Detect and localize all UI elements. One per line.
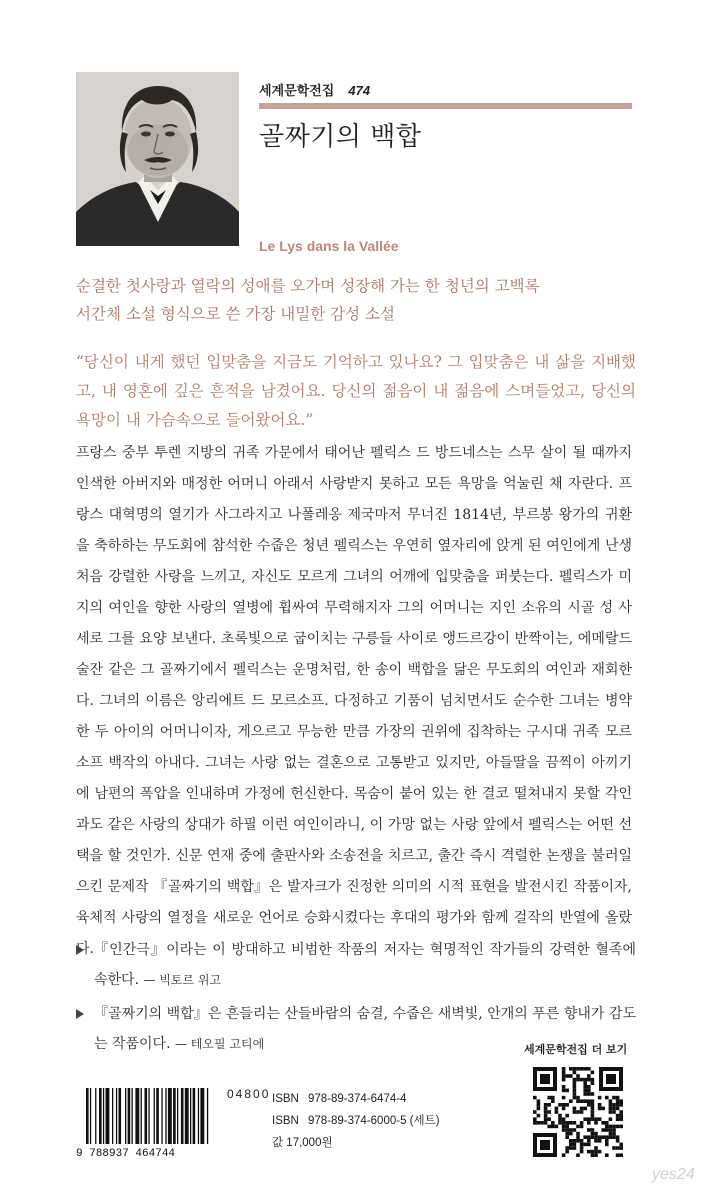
tagline bbox=[76, 272, 656, 328]
qr-module bbox=[558, 1121, 562, 1125]
qr-module bbox=[555, 1125, 559, 1129]
qr-module bbox=[583, 1117, 587, 1121]
barcode-bar bbox=[198, 1088, 199, 1144]
qr-module bbox=[573, 1096, 577, 1100]
barcode-bar bbox=[125, 1088, 126, 1144]
qr-module bbox=[605, 1121, 609, 1125]
qr-module bbox=[569, 1139, 573, 1143]
qr-module bbox=[580, 1146, 584, 1150]
qr-module bbox=[537, 1103, 541, 1107]
barcode-bar bbox=[116, 1088, 117, 1144]
qr-code-icon bbox=[529, 1063, 627, 1161]
barcode-bar bbox=[145, 1088, 148, 1144]
barcode-bar bbox=[185, 1088, 189, 1144]
qr-module bbox=[591, 1092, 595, 1096]
qr-module bbox=[562, 1117, 566, 1121]
qr-module bbox=[619, 1103, 623, 1107]
qr-module bbox=[587, 1078, 591, 1082]
barcode-bar bbox=[148, 1088, 149, 1144]
qr-module bbox=[583, 1107, 587, 1111]
isbn-line bbox=[272, 1088, 440, 1110]
qr-module bbox=[619, 1099, 623, 1103]
barcode-bar bbox=[165, 1088, 166, 1144]
qr-module bbox=[562, 1078, 566, 1082]
qr-module bbox=[591, 1114, 595, 1118]
qr-module bbox=[605, 1135, 609, 1139]
qr-module bbox=[583, 1085, 587, 1089]
qr-module bbox=[587, 1128, 591, 1132]
synopsis: 프랑스 중부 투렌 지방의 귀족 가문에서 태어난 펠릭스 드 방드네스는 스무 살이 될 때까지 인색한 아버지와 매정한 어머니 아래서 사랑받지 못하고 모든 욕망을 억눌린 채 자란다. 프랑스 대혁명의 열기가 사그라지고 나폴레옹 제국마저 무너진 1814년, 부르봉 왕가의 귀환을 축하하는 무도회에 참석한 수줍은 청년 펠릭스는 우연히 옆자리에 앉게 된 여인에게 난생처음 강렬한 사랑을 느끼고, 자신도 모르게 그녀의 어깨에 입맞춤을 퍼붓는다. 펠릭스가 미지의 여인을 향한 사랑의 열병에 휩싸여 무력해지자 그의 어머니는 지인 소유의 시골 성 사세로 그를 요양 보낸다. 초록빛으로 굽이치는 구릉들 사이로 앵드르강이 반짝이는, 에메랄드 술잔 같은 그 골짜기에서 펠릭스는 운명처럼, 한 송이 백합을 닮은 무도회의 여인과 재회한다. 그녀의 이름은 앙리에트 드 모르소프. 다정하고 기품이 넘치면서도 순수한 그녀는 병약한 두 아이의 어머니이자, 게으르고 무능한 만큼 가장의 권위에 집착하는 구시대 귀족 모르소프 백작의 아내다. 그녀는 사랑 없는 결혼으로 고통받고 있지만, 아들딸을 끔찍이 아끼기에 남편의 폭압을 인내하며 가정에 헌신한다. 목숨이 붙어 있는 한 결코 떨쳐내지 못할 각인과도 같은 사랑의 상대가 하필 이런 여인이라니, 이 가망 없는 사랑 앞에서 펠릭스는 어떤 선택을 할 것인가. 신문 연재 중에 출판사와 소송전을 치르고, 출간 즉시 격렬한 논쟁을 불러일으킨 문제작 『골짜기의 백합』은 발자크가 진정한 의미의 시적 표현을 발전시킨 작품이자, 육체적 사랑의 열정을 새로운 언어로 승화시켰다는 후대의 평가와 함께 걸작의 반열에 올랐다. bbox=[76, 445, 632, 957]
qr-module bbox=[573, 1078, 577, 1082]
qr-module bbox=[565, 1125, 569, 1129]
barcode-bar bbox=[135, 1088, 139, 1144]
qr-module bbox=[547, 1103, 551, 1107]
qr-module bbox=[576, 1132, 580, 1136]
qr-module bbox=[587, 1135, 591, 1139]
qr-module bbox=[605, 1125, 609, 1129]
qr-module bbox=[598, 1096, 602, 1100]
qr-module bbox=[605, 1143, 609, 1147]
qr-module bbox=[555, 1110, 559, 1114]
qr-module bbox=[609, 1103, 613, 1107]
qr-module bbox=[558, 1117, 562, 1121]
qr-module bbox=[616, 1096, 620, 1100]
barcode-bar bbox=[119, 1088, 122, 1144]
qr-module bbox=[544, 1121, 548, 1125]
qr-module bbox=[594, 1121, 598, 1125]
qr-module bbox=[591, 1071, 595, 1075]
qr-module bbox=[551, 1121, 555, 1125]
qr-module bbox=[573, 1121, 577, 1125]
qr-module bbox=[580, 1107, 584, 1111]
qr-module bbox=[598, 1150, 602, 1154]
barcode-addon: 04800 bbox=[227, 1087, 271, 1101]
qr-module bbox=[609, 1125, 613, 1129]
qr-module bbox=[591, 1103, 595, 1107]
qr-module bbox=[547, 1117, 551, 1121]
barcode-bar bbox=[99, 1088, 102, 1144]
qr-module bbox=[569, 1074, 573, 1078]
qr-module bbox=[598, 1107, 602, 1111]
barcode-bar bbox=[173, 1088, 176, 1144]
review-source: — 테오필 고티에 bbox=[174, 1037, 265, 1051]
qr-module bbox=[591, 1078, 595, 1082]
qr-module bbox=[562, 1103, 566, 1107]
qr-module bbox=[594, 1135, 598, 1139]
qr-module bbox=[612, 1128, 616, 1132]
qr-module bbox=[619, 1110, 623, 1114]
qr-module bbox=[587, 1092, 591, 1096]
isbn-value: 978-89-374-6474-4 bbox=[308, 1093, 407, 1105]
qr-module bbox=[619, 1143, 623, 1147]
qr-module bbox=[544, 1107, 548, 1111]
qr-module bbox=[573, 1128, 577, 1132]
qr-module bbox=[580, 1143, 584, 1147]
qr-module bbox=[587, 1074, 591, 1078]
qr-module bbox=[573, 1081, 577, 1085]
qr-module bbox=[587, 1099, 591, 1103]
qr-module bbox=[573, 1110, 577, 1114]
barcode-bar bbox=[156, 1088, 159, 1144]
review-item bbox=[76, 935, 636, 995]
qr-module bbox=[616, 1139, 620, 1143]
qr-module bbox=[583, 1089, 587, 1093]
qr-module bbox=[558, 1103, 562, 1107]
qr-module bbox=[555, 1107, 559, 1111]
qr-module bbox=[573, 1143, 577, 1147]
qr-module bbox=[580, 1150, 584, 1154]
watermark: yes24 bbox=[652, 1166, 695, 1183]
qr-module bbox=[591, 1099, 595, 1103]
qr-module bbox=[616, 1125, 620, 1129]
qr-module bbox=[587, 1143, 591, 1147]
qr-module bbox=[601, 1135, 605, 1139]
qr-module bbox=[576, 1110, 580, 1114]
isbn-label: ISBN bbox=[272, 1115, 299, 1127]
qr-module bbox=[601, 1107, 605, 1111]
qr-module bbox=[587, 1150, 591, 1154]
qr-module bbox=[573, 1071, 577, 1075]
qr-module bbox=[616, 1103, 620, 1107]
qr-module bbox=[537, 1114, 541, 1118]
qr-module bbox=[601, 1121, 605, 1125]
qr-module bbox=[598, 1139, 602, 1143]
qr-module bbox=[544, 1110, 548, 1114]
qr-module bbox=[576, 1096, 580, 1100]
qr-module bbox=[565, 1074, 569, 1078]
qr-module bbox=[612, 1096, 616, 1100]
qr-module bbox=[583, 1067, 587, 1071]
qr-module bbox=[591, 1110, 595, 1114]
qr-module bbox=[591, 1153, 595, 1157]
qr-module bbox=[587, 1103, 591, 1107]
qr-module bbox=[609, 1110, 613, 1114]
qr-module bbox=[619, 1146, 623, 1150]
qr-module bbox=[583, 1135, 587, 1139]
qr-module bbox=[587, 1067, 591, 1071]
qr-module bbox=[569, 1099, 573, 1103]
qr-module bbox=[565, 1103, 569, 1107]
qr-module bbox=[573, 1092, 577, 1096]
qr-module bbox=[558, 1114, 562, 1118]
qr-module bbox=[565, 1114, 569, 1118]
qr-module bbox=[569, 1146, 573, 1150]
price: 값 17,000원 bbox=[272, 1137, 333, 1149]
qr-module bbox=[544, 1114, 548, 1118]
qr-module bbox=[619, 1117, 623, 1121]
qr-module bbox=[612, 1125, 616, 1129]
qr-module bbox=[591, 1128, 595, 1132]
qr-module bbox=[619, 1125, 623, 1129]
qr-module bbox=[573, 1089, 577, 1093]
barcode-bar bbox=[161, 1088, 162, 1144]
series-number: 474 bbox=[348, 83, 371, 98]
qr-module bbox=[569, 1132, 573, 1136]
qr-module bbox=[565, 1135, 569, 1139]
original-title: Le Lys dans la Vallée bbox=[259, 238, 399, 254]
qr-module bbox=[587, 1121, 591, 1125]
qr-module bbox=[562, 1128, 566, 1132]
qr-module bbox=[562, 1089, 566, 1093]
qr-module bbox=[587, 1089, 591, 1093]
qr-module bbox=[565, 1128, 569, 1132]
qr-module bbox=[537, 1121, 541, 1125]
qr-module bbox=[562, 1121, 566, 1125]
barcode-bar bbox=[207, 1088, 208, 1144]
qr-module bbox=[533, 1110, 537, 1114]
qr-module bbox=[569, 1143, 573, 1147]
qr-module bbox=[583, 1143, 587, 1147]
bullet-triangle-icon bbox=[76, 1009, 84, 1019]
qr-module bbox=[562, 1107, 566, 1111]
isbn-block bbox=[272, 1088, 440, 1154]
qr-module bbox=[580, 1078, 584, 1082]
qr-module bbox=[616, 1135, 620, 1139]
title-divider bbox=[259, 103, 632, 109]
qr-module bbox=[565, 1132, 569, 1136]
qr-module bbox=[565, 1121, 569, 1125]
qr-module bbox=[580, 1121, 584, 1125]
qr-module bbox=[583, 1078, 587, 1082]
qr-module bbox=[587, 1139, 591, 1143]
qr-module bbox=[612, 1132, 616, 1136]
qr-module bbox=[573, 1146, 577, 1150]
qr-module bbox=[580, 1125, 584, 1129]
barcode-bar bbox=[128, 1088, 131, 1144]
qr-module bbox=[601, 1128, 605, 1132]
qr-module bbox=[612, 1107, 616, 1111]
qr-module bbox=[598, 1103, 602, 1107]
qr-module bbox=[619, 1114, 623, 1118]
qr-module bbox=[551, 1096, 555, 1100]
qr-module bbox=[576, 1139, 580, 1143]
barcode-bar bbox=[86, 1088, 89, 1144]
qr-module bbox=[580, 1110, 584, 1114]
qr-module bbox=[605, 1153, 609, 1157]
qr-module bbox=[591, 1117, 595, 1121]
series-label bbox=[259, 80, 370, 99]
qr-module bbox=[573, 1067, 577, 1071]
qr-module bbox=[562, 1074, 566, 1078]
qr-module bbox=[580, 1139, 584, 1143]
qr-module bbox=[594, 1153, 598, 1157]
qr-module bbox=[569, 1128, 573, 1132]
qr-module bbox=[594, 1146, 598, 1150]
qr-module bbox=[591, 1081, 595, 1085]
qr-module bbox=[562, 1071, 566, 1075]
barcode-bar bbox=[106, 1088, 110, 1144]
series-name: 세계문학전집 bbox=[259, 83, 335, 98]
qr-module bbox=[587, 1117, 591, 1121]
qr-module bbox=[591, 1150, 595, 1154]
qr-module bbox=[609, 1107, 613, 1111]
qr-module bbox=[616, 1146, 620, 1150]
barcode-bar bbox=[90, 1088, 91, 1144]
barcode-bar bbox=[132, 1088, 133, 1144]
qr-module bbox=[576, 1153, 580, 1157]
qr-module bbox=[616, 1107, 620, 1111]
qr-module bbox=[576, 1078, 580, 1082]
qr-module bbox=[565, 1146, 569, 1150]
qr-module bbox=[580, 1099, 584, 1103]
qr-module bbox=[562, 1125, 566, 1129]
qr-module bbox=[547, 1110, 551, 1114]
qr-module bbox=[583, 1099, 587, 1103]
qr-module bbox=[612, 1110, 616, 1114]
qr-module bbox=[583, 1081, 587, 1085]
qr-module bbox=[609, 1117, 613, 1121]
more-link-label: 세계문학전집 더 보기 bbox=[524, 1043, 628, 1056]
barcode-bar bbox=[103, 1088, 104, 1144]
qr-module bbox=[616, 1099, 620, 1103]
qr-module bbox=[569, 1121, 573, 1125]
review-text: 『인간극』이라는 이 방대하고 비범한 작품의 저자는 혁명적인 작가들의 강력한 혈족에 속한다. bbox=[94, 942, 636, 988]
qr-code[interactable] bbox=[529, 1063, 627, 1161]
qr-module bbox=[583, 1092, 587, 1096]
qr-module bbox=[576, 1125, 580, 1129]
qr-module bbox=[594, 1150, 598, 1154]
qr-module bbox=[562, 1085, 566, 1089]
qr-module bbox=[609, 1099, 613, 1103]
qr-module bbox=[551, 1099, 555, 1103]
barcode-bar bbox=[95, 1088, 96, 1144]
isbn-line bbox=[272, 1110, 440, 1132]
qr-module bbox=[609, 1128, 613, 1132]
qr-module bbox=[562, 1096, 566, 1100]
barcode-bar bbox=[193, 1088, 196, 1144]
qr-module bbox=[598, 1117, 602, 1121]
barcode-bar bbox=[190, 1088, 191, 1144]
isbn-value: 978-89-374-6000-5 (세트) bbox=[308, 1115, 440, 1127]
qr-module bbox=[612, 1135, 616, 1139]
barcode-bar bbox=[168, 1088, 172, 1144]
qr-module bbox=[576, 1099, 580, 1103]
qr-module bbox=[576, 1074, 580, 1078]
portrait-illustration bbox=[76, 72, 239, 246]
qr-module bbox=[587, 1085, 591, 1089]
qr-module bbox=[569, 1067, 573, 1071]
qr-module bbox=[533, 1096, 537, 1100]
qr-module bbox=[544, 1103, 548, 1107]
book-title: 골짜기의 백합 bbox=[259, 122, 422, 152]
qr-module bbox=[547, 1125, 551, 1129]
qr-module bbox=[533, 1121, 537, 1125]
qr-module bbox=[551, 1125, 555, 1129]
qr-module bbox=[594, 1132, 598, 1136]
tagline-line: 서간체 소설 형식으로 쓴 가장 내밀한 감성 소설 bbox=[76, 305, 395, 323]
review-source: — 빅토르 위고 bbox=[143, 973, 222, 987]
qr-module bbox=[576, 1135, 580, 1139]
isbn-label: ISBN bbox=[272, 1093, 299, 1105]
qr-module bbox=[537, 1107, 541, 1111]
excerpt-quote: “당신이 내게 했던 입맞춤을 지금도 기억하고 있나요? 그 입맞춤은 내 삶을 지배했고, 내 영혼에 깊은 흔적을 남겼어요. 당신의 젊음이 내 젊음에 스며들었고, 당신의 욕망이 내 가슴속으로 들어왔어요.” bbox=[76, 353, 636, 429]
barcode-bar bbox=[112, 1088, 113, 1144]
qr-module bbox=[544, 1117, 548, 1121]
qr-module bbox=[619, 1153, 623, 1157]
qr-module bbox=[605, 1096, 609, 1100]
qr-module bbox=[609, 1135, 613, 1139]
qr-module bbox=[562, 1153, 566, 1157]
qr-module bbox=[580, 1067, 584, 1071]
author-portrait bbox=[76, 72, 239, 246]
qr-module bbox=[591, 1132, 595, 1136]
qr-module bbox=[591, 1135, 595, 1139]
qr-module bbox=[605, 1128, 609, 1132]
qr-module bbox=[591, 1107, 595, 1111]
qr-module bbox=[576, 1067, 580, 1071]
qr-module bbox=[598, 1135, 602, 1139]
qr-module bbox=[612, 1146, 616, 1150]
barcode-bar bbox=[181, 1088, 184, 1144]
qr-module bbox=[616, 1117, 620, 1121]
qr-module bbox=[609, 1132, 613, 1136]
qr-module bbox=[594, 1117, 598, 1121]
barcode-bar bbox=[177, 1088, 178, 1144]
qr-module bbox=[565, 1150, 569, 1154]
qr-module bbox=[547, 1096, 551, 1100]
qr-module bbox=[540, 1121, 544, 1125]
review-text: 『골짜기의 백합』은 흔들리는 산들바람의 숨결, 수줍은 새벽빛, 안개의 푸른 향내가 감도는 작품이다. bbox=[94, 1006, 636, 1052]
barcode-bar bbox=[200, 1088, 204, 1144]
qr-module bbox=[537, 1099, 541, 1103]
qr-module bbox=[533, 1117, 537, 1121]
qr-module bbox=[573, 1085, 577, 1089]
qr-module bbox=[562, 1067, 566, 1071]
bullet-triangle-icon bbox=[76, 945, 84, 955]
qr-module bbox=[573, 1139, 577, 1143]
tagline-line: 순결한 첫사랑과 열락의 성애를 오가며 성장해 가는 한 청년의 고백록 bbox=[76, 277, 540, 295]
qr-module bbox=[565, 1089, 569, 1093]
barcode-bar bbox=[154, 1088, 155, 1144]
qr-module bbox=[605, 1139, 609, 1143]
barcode-digits: 9 788937 464744 bbox=[76, 1148, 176, 1158]
qr-module bbox=[612, 1103, 616, 1107]
qr-module bbox=[594, 1139, 598, 1143]
barcode-bar bbox=[141, 1088, 142, 1144]
qr-module bbox=[616, 1153, 620, 1157]
qr-module bbox=[616, 1114, 620, 1118]
qr-module bbox=[573, 1107, 577, 1111]
